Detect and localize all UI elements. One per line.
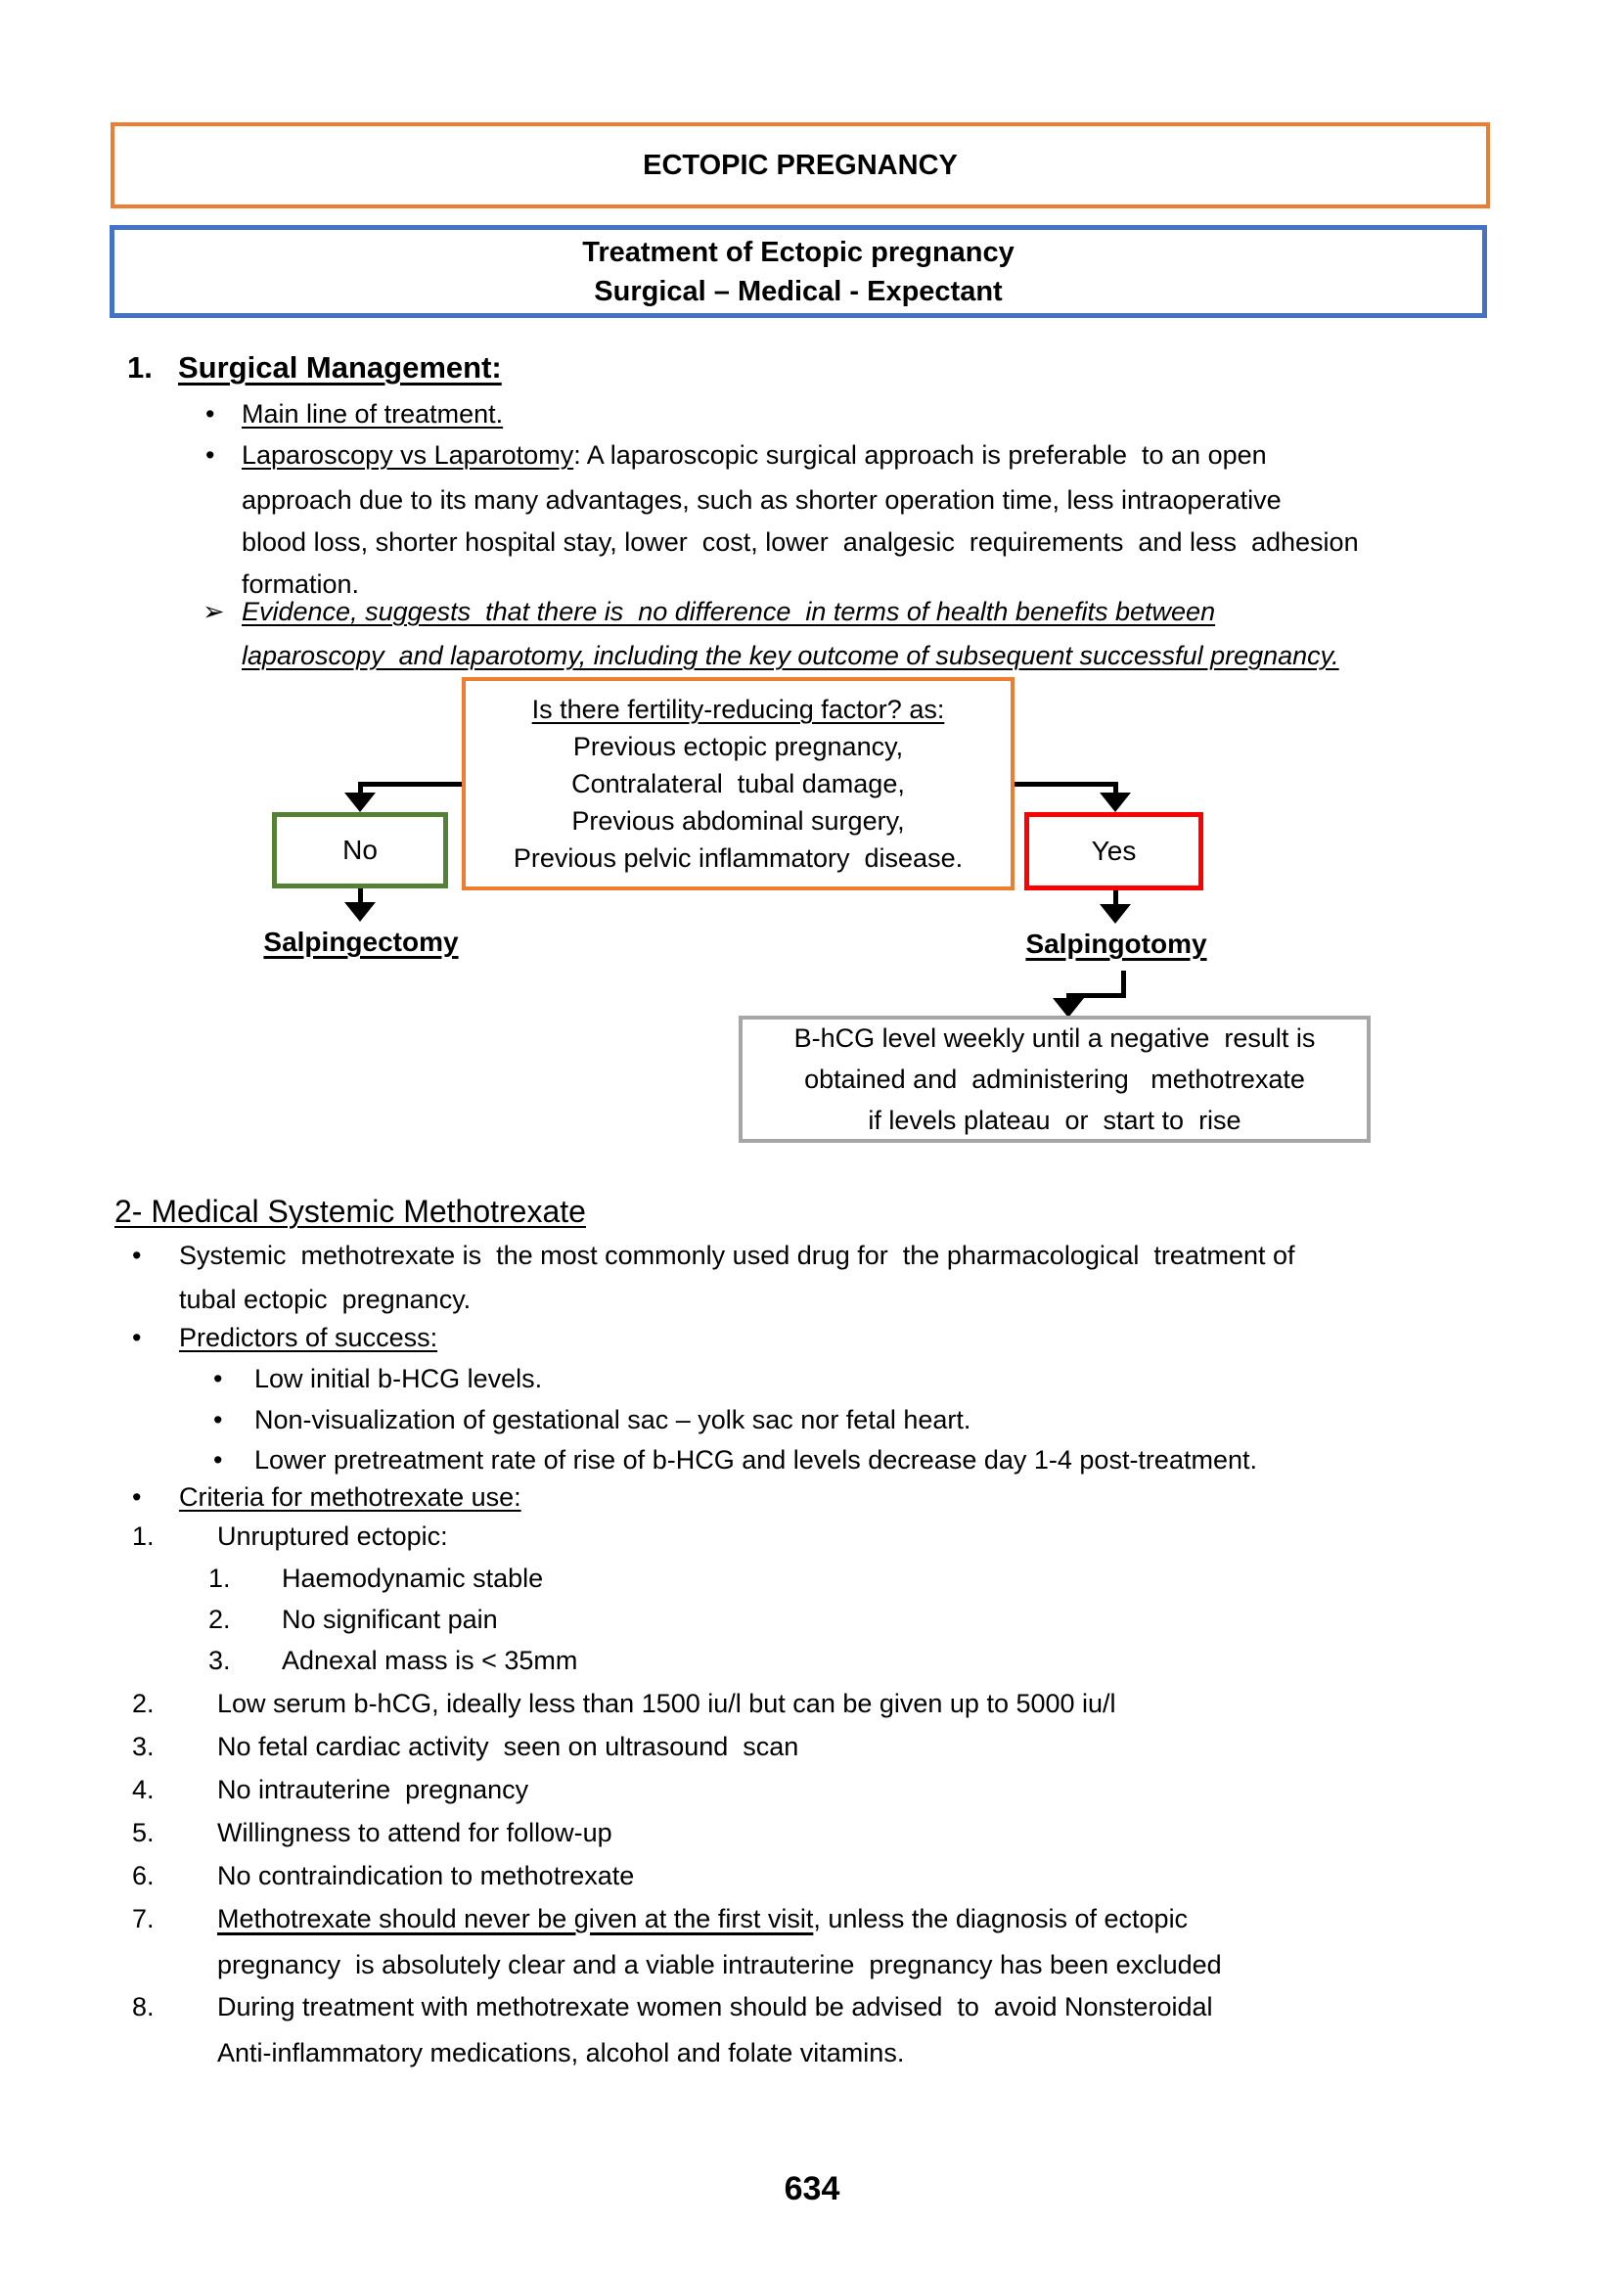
arrow-down-icon	[1100, 904, 1131, 924]
subtitle-line-1: Treatment of Ectopic pregnancy	[582, 236, 1015, 268]
systemic-line-1: Systemic methotrexate is the most commonly used drug for the pharmacological treatment of	[179, 1241, 1295, 1270]
sub-bullet	[213, 1364, 542, 1394]
bullet-icon: •	[213, 1445, 223, 1475]
item-text: Low serum b-hCG, ideally less than 1500 iu/l but can be given up to 5000 iu/l	[217, 1689, 1116, 1718]
item-text: Willingness to attend for follow-up	[217, 1818, 612, 1847]
item-text: No intrauterine pregnancy	[217, 1775, 529, 1804]
laparoscopy-line-1	[242, 440, 1267, 471]
arrow-down-icon	[1053, 998, 1084, 1018]
medical-heading: 2- Medical Systemic Methotrexate	[114, 1194, 586, 1229]
criteria-item-3	[132, 1732, 798, 1762]
criteria-item-8	[132, 1992, 1213, 2022]
flowchart-question-line: Previous abdominal surgery,	[571, 806, 905, 836]
criteria-item-1-sub-3	[208, 1646, 577, 1676]
systemic-line-2: tubal ectopic pregnancy.	[179, 1285, 472, 1314]
sub-bullet	[213, 1445, 1257, 1476]
page-number: 634	[784, 2170, 840, 2207]
item-text: No significant pain	[282, 1605, 498, 1634]
item-number: 3.	[132, 1732, 155, 1761]
bullet-icon: •	[132, 1482, 142, 1512]
bullet-icon: •	[132, 1323, 142, 1352]
bullet-laparoscopy	[205, 440, 1267, 471]
item-7-line-2: pregnancy is absolutely clear and a viable intrauterine pregnancy has been excluded	[217, 1950, 1222, 1979]
criteria-heading: Criteria for methotrexate use:	[179, 1482, 521, 1512]
laparoscopy-rest: : A laparoscopic surgical approach is preferable to an open	[573, 440, 1267, 470]
flowchart-yes-box	[1024, 812, 1203, 890]
sub-bullet	[213, 1405, 970, 1435]
subtitle-line-2: Surgical – Medical - Expectant	[594, 275, 1003, 307]
item-text: Unruptured ectopic:	[217, 1521, 448, 1551]
arrow-bullet-icon: ➢	[203, 597, 225, 626]
item-number: 5.	[132, 1818, 155, 1847]
bullet-icon: •	[132, 1241, 142, 1270]
bullet-icon: •	[213, 1364, 223, 1393]
criteria-item-4	[132, 1775, 528, 1805]
arrow-down-icon	[344, 902, 376, 922]
criteria-item-6	[132, 1861, 634, 1891]
arrow-down-icon	[1100, 793, 1131, 812]
item-text: No fetal cardiac activity seen on ultrasound scan	[217, 1732, 799, 1761]
connector-line-right	[1015, 782, 1116, 787]
laparoscopy-line-2: approach due to its many advantages, such as shorter operation time, less intraoperative	[242, 485, 1282, 515]
bullet-icon: •	[205, 440, 215, 470]
evidence-note	[203, 597, 1215, 627]
evidence-line-1: Evidence, suggests that there is no difference in terms of health benefits between	[242, 597, 1216, 626]
flowchart-question-line: Contralateral tubal damage,	[571, 769, 905, 798]
yes-label: Yes	[1091, 836, 1137, 866]
criteria-item-5	[132, 1818, 612, 1848]
bullet-icon: •	[213, 1405, 223, 1434]
item-7-rest: , unless the diagnosis of ectopic	[813, 1904, 1189, 1933]
item-text: Haemodynamic stable	[282, 1564, 544, 1593]
bullet-systemic	[132, 1241, 1295, 1271]
arrow-down-icon	[344, 793, 376, 812]
criteria-item-7	[132, 1904, 1188, 1934]
title-box	[111, 122, 1490, 208]
item-number: 3.	[208, 1646, 231, 1675]
followup-line-1: B-hCG level weekly until a negative result is	[793, 1023, 1316, 1053]
salpingectomy-label: Salpingectomy	[263, 927, 459, 957]
laparoscopy-lead: Laparoscopy vs Laparotomy	[242, 440, 574, 470]
bullet-main-line-text: Main line of treatment.	[242, 399, 504, 429]
connector-line-left	[360, 782, 462, 787]
flowchart-question-box	[462, 677, 1015, 890]
item-number: 2.	[208, 1605, 231, 1634]
item-number: 1.	[208, 1564, 231, 1593]
criteria-item-2	[132, 1689, 1116, 1719]
salpingotomy-label: Salpingotomy	[1025, 929, 1207, 959]
no-label: No	[342, 835, 378, 865]
evidence-line-2: laparoscopy and laparotomy, including the key outcome of subsequent successful pregnancy.	[242, 641, 1339, 670]
predictors-heading: Predictors of success:	[179, 1323, 438, 1352]
item-number: 4.	[132, 1775, 155, 1804]
item-text: Adnexal mass is < 35mm	[282, 1646, 578, 1675]
item-number: 6.	[132, 1861, 155, 1890]
laparoscopy-line-3: blood loss, shorter hospital stay, lower cost, lower analgesic requirements and less adhesion	[242, 527, 1359, 557]
bullet-icon: •	[205, 399, 215, 429]
predictor-item: Lower pretreatment rate of rise of b-HCG and levels decrease day 1-4 post-treatment.	[254, 1445, 1257, 1475]
criteria-item-1-sub-1	[208, 1564, 543, 1594]
surgical-heading-number: 1.	[127, 350, 153, 385]
followup-box	[739, 1016, 1371, 1143]
surgical-heading	[127, 350, 502, 386]
item-8-line-2: Anti-inflammatory medications, alcohol and folate vitamins.	[217, 2038, 905, 2067]
flowchart-no-box	[272, 812, 448, 888]
predictor-item: Non-visualization of gestational sac – yolk sac nor fetal heart.	[254, 1405, 971, 1434]
laparoscopy-line-4: formation.	[242, 569, 360, 599]
item-number: 7.	[132, 1904, 155, 1933]
bullet-criteria	[132, 1482, 521, 1513]
bullet-main-line	[205, 399, 503, 430]
item-7-lead: Methotrexate should never be given at the first visit	[217, 1904, 814, 1933]
item-number: 2.	[132, 1689, 155, 1718]
followup-line-3: if levels plateau or start to rise	[868, 1106, 1241, 1135]
item-number: 1.	[132, 1521, 155, 1551]
surgical-heading-text: Surgical Management:	[178, 350, 502, 385]
flowchart-question-line: Previous ectopic pregnancy,	[572, 732, 904, 761]
flowchart-question-line: Previous pelvic inflammatory disease.	[513, 843, 964, 873]
item-7-line-1	[217, 1904, 1188, 1934]
page-title: ECTOPIC PREGNANCY	[643, 149, 958, 181]
item-8-line-1: During treatment with methotrexate women should be advised to avoid Nonsteroidal	[217, 1992, 1213, 2021]
subtitle-box	[110, 225, 1487, 318]
item-number: 8.	[132, 1992, 155, 2021]
criteria-item-1-sub-2	[208, 1605, 498, 1635]
item-text: No contraindication to methotrexate	[217, 1861, 635, 1890]
followup-line-2: obtained and administering methotrexate	[804, 1065, 1305, 1094]
flowchart-question-title: Is there fertility-reducing factor? as:	[531, 695, 945, 724]
bullet-predictors	[132, 1323, 437, 1353]
predictor-item: Low initial b-HCG levels.	[254, 1364, 543, 1393]
criteria-item-1	[132, 1521, 448, 1552]
